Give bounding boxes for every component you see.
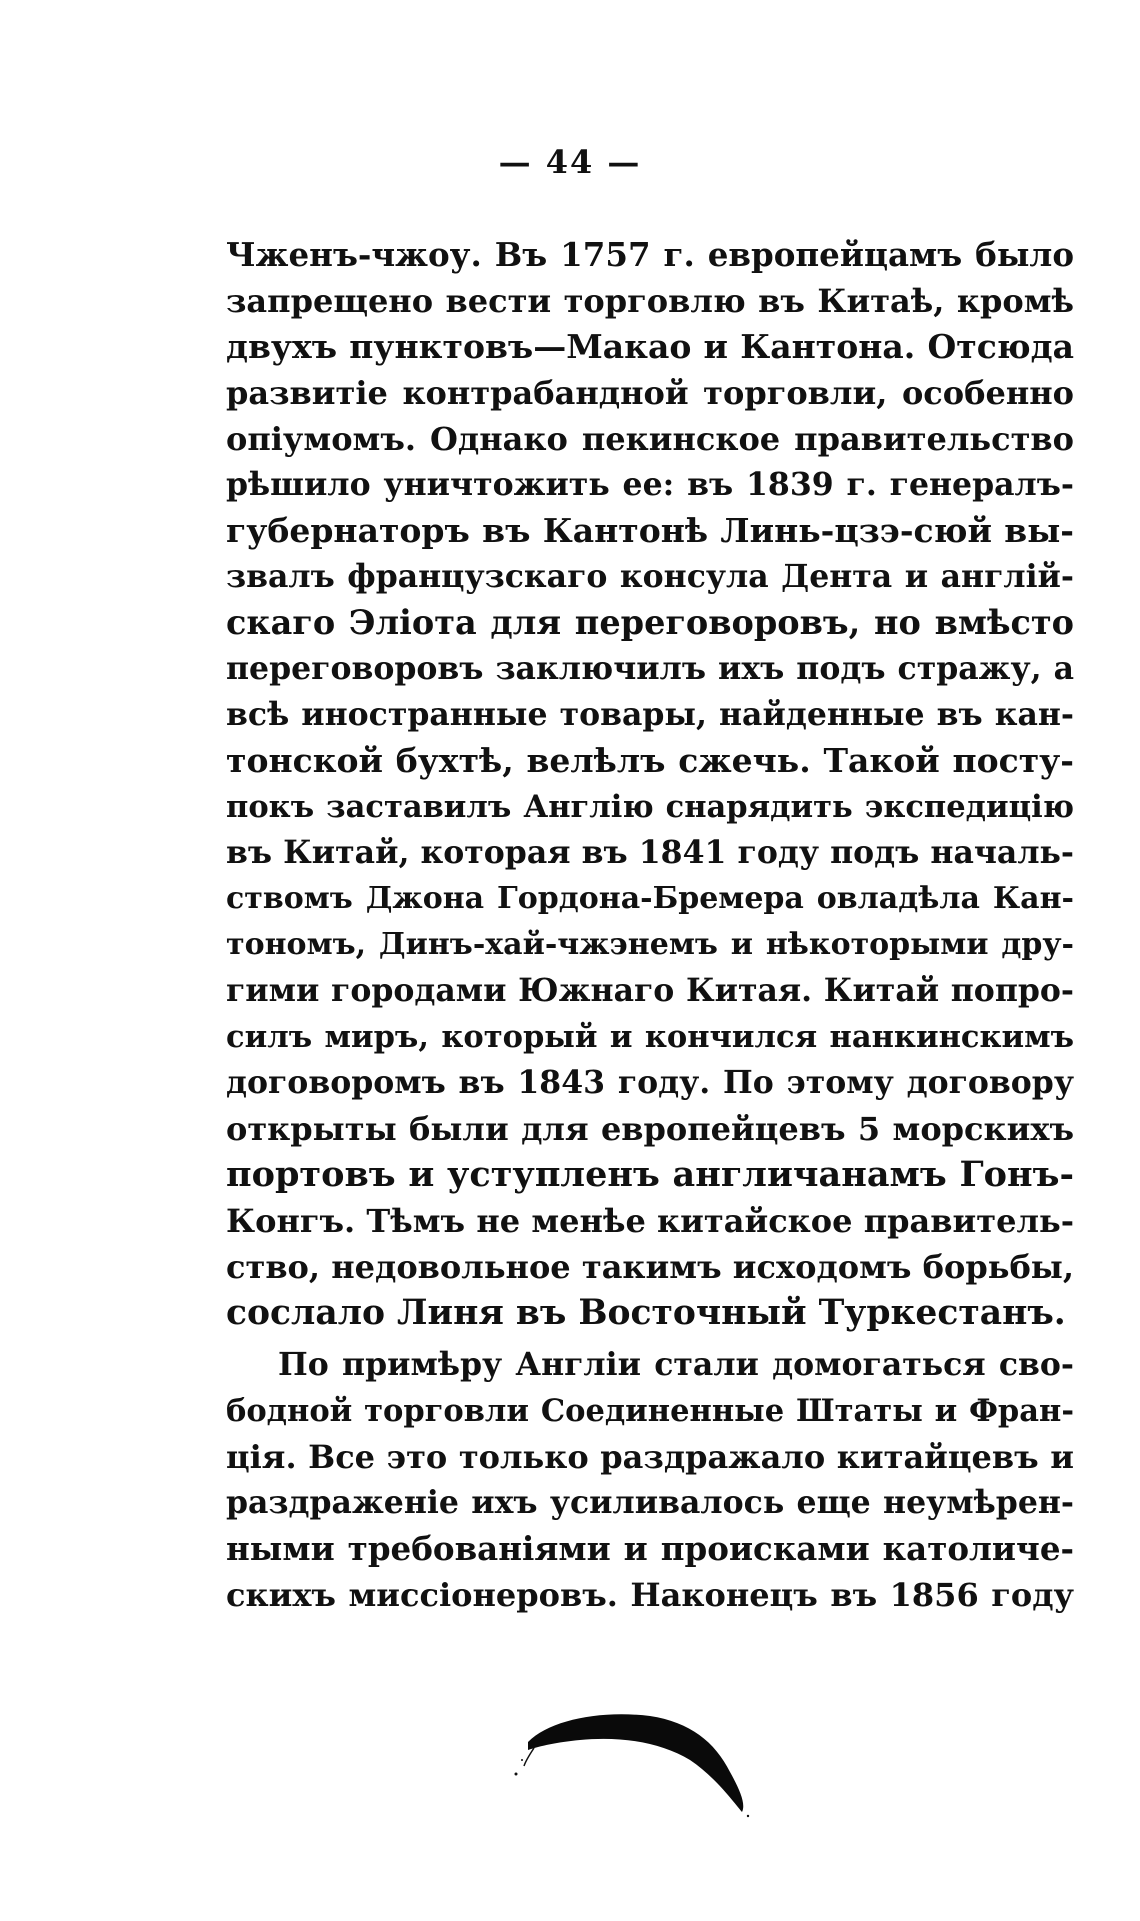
text-line: По примѣру Англіи стали домогаться сво-	[278, 1346, 1074, 1383]
text-line: всѣ иностранные товары, найденные въ кан-	[226, 696, 1074, 733]
body-text	[226, 232, 1074, 1618]
text-line: раздраженіе ихъ усиливалось еще неумѣрен-	[226, 1484, 1074, 1521]
page-number: — 44 —	[498, 143, 642, 181]
text-line: переговоровъ заключилъ ихъ подъ стражу, а	[226, 650, 1074, 687]
text-line: скаго Эліота для переговоровъ, но вмѣсто	[226, 603, 1074, 642]
text-line: сослало Линя въ Восточный Туркестанъ.	[226, 1293, 1066, 1333]
text-line: тонской бухтѣ, велѣлъ сжечь. Такой посту-	[226, 741, 1074, 780]
text-line: рѣшило уничтожить ее: въ 1839 г. генералъ-	[226, 466, 1074, 503]
text-line: развитіе контрабандной торговли, особенно	[226, 374, 1074, 412]
text-line: звалъ французскаго консула Дента и англій-	[226, 558, 1074, 595]
text-line: бодной торговли Соединенные Штаты и Фран-	[226, 1393, 1074, 1429]
text-line: ство, недовольное такимъ исходомъ борьбы,	[226, 1248, 1074, 1286]
text-line: открыты были для европейцевъ 5 морскихъ	[226, 1110, 1074, 1148]
text-line: въ Китай, которая въ 1841 году подъ началь-	[226, 834, 1074, 871]
text-line: покъ заставилъ Англію снарядить экспедицію	[226, 789, 1074, 825]
text-line: гими городами Южнаго Китая. Китай попро-	[226, 972, 1074, 1009]
paragraph-1	[226, 232, 1074, 1336]
text-line: запрещено вести торговлю въ Китаѣ, кромѣ	[226, 282, 1074, 320]
text-line: ствомъ Джона Гордона-Бремера овладѣла Кан-	[226, 881, 1074, 916]
text-line: договоромъ въ 1843 году. По этому договору	[226, 1064, 1074, 1101]
text-line: двухъ пунктовъ—Макао и Кантона. Отсюда	[226, 327, 1074, 366]
text-line: ными требованіями и происками католиче-	[226, 1529, 1074, 1568]
text-line: скихъ миссіонеровъ. Наконецъ въ 1856 году	[226, 1576, 1074, 1614]
text-line: тономъ, Динъ-хай-чжэнемъ и нѣкоторыми дру-	[226, 927, 1074, 962]
text-line: Конгъ. Тѣмъ не менѣе китайское правитель-	[226, 1202, 1074, 1240]
text-line: опіумомъ. Однако пекинское правительство	[226, 420, 1074, 458]
text-line: силъ миръ, который и кончился нанкинскимъ	[226, 1019, 1074, 1055]
ink-smudge	[510, 1690, 770, 1820]
text-line: портовъ и уступленъ англичанамъ Гонъ-	[226, 1154, 1074, 1195]
text-line: Чженъ-чжоу. Въ 1757 г. европейцамъ было	[226, 235, 1074, 274]
text-line: губернаторъ въ Кантонѣ Линь-цзэ-сюй вы-	[226, 511, 1074, 550]
text-line: ція. Все это только раздражало китайцевъ и	[226, 1438, 1074, 1476]
paragraph-2	[226, 1342, 1074, 1618]
